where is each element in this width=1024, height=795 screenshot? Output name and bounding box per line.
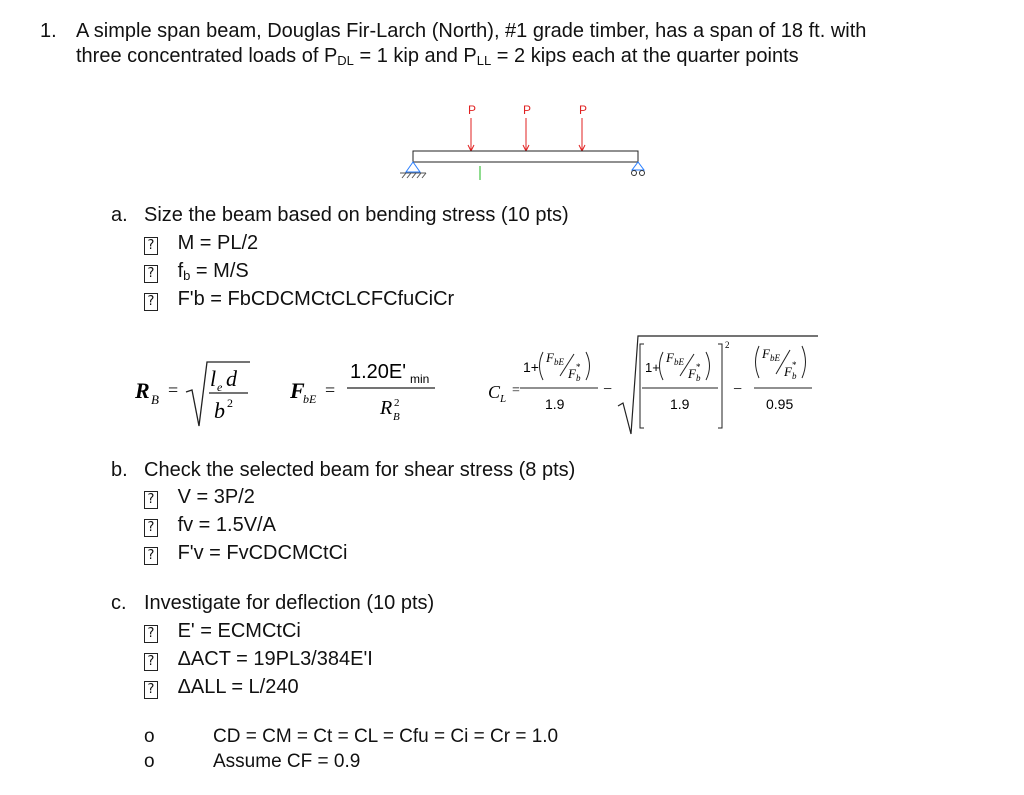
svg-text:R: R <box>135 378 150 403</box>
svg-text:F: F <box>546 350 554 365</box>
formula-rb <box>134 362 250 426</box>
svg-text:*: * <box>576 362 581 372</box>
problem-line-2: three concentrated loads of $P_{DL} = 1$ kip and $P_{LL} = 2$ kips each at the quarter points <box>76 45 799 68</box>
svg-text:1.9: 1.9 <box>545 396 565 412</box>
circle-bullet-icon: o <box>144 751 155 772</box>
checkbox-icon: ? <box>144 547 158 565</box>
svg-text:B: B <box>393 411 400 423</box>
formula-block <box>130 330 830 440</box>
section-c-label: c. <box>111 592 127 614</box>
formula-fbe <box>289 361 435 423</box>
svg-text:F: F <box>666 350 674 365</box>
svg-text:F: F <box>568 366 576 381</box>
svg-text:2: 2 <box>394 397 400 409</box>
svg-text:1+: 1+ <box>645 360 660 375</box>
svg-text:=: = <box>512 383 520 398</box>
beam-body <box>413 151 638 162</box>
load-label-3: P <box>579 103 588 117</box>
section-b-item-2: ? fv = 1.5V/A <box>144 513 276 537</box>
svg-text:1+: 1+ <box>523 359 539 375</box>
svg-text:b: b <box>696 373 701 383</box>
section-a-item-2: ? $f_b = M/S$ <box>144 259 249 283</box>
load-label-2: P <box>523 103 532 117</box>
checkbox-icon: ? <box>144 681 158 699</box>
svg-text:−: − <box>603 381 613 398</box>
svg-text:bE: bE <box>554 357 564 367</box>
svg-text:min: min <box>410 372 430 386</box>
formula-cl <box>488 336 818 434</box>
section-c-item-2: ? ΔACT = 19PL3/384E'I <box>144 647 373 671</box>
pin-support <box>400 162 426 178</box>
note-1: o CD = CM = Ct = CL = Cfu = Ci = Cr = 1.0 <box>144 726 559 747</box>
svg-text:L: L <box>500 393 507 405</box>
checkbox-icon: ? <box>144 491 158 509</box>
svg-text:bE: bE <box>303 392 317 406</box>
svg-text:=: = <box>168 380 179 400</box>
svg-text:0.95: 0.95 <box>766 396 794 412</box>
svg-text:=: = <box>325 380 336 400</box>
circle-bullet-icon: o <box>144 726 155 747</box>
section-a-item-1: ? M = PL/2 <box>144 231 258 255</box>
svg-text:b: b <box>576 373 581 383</box>
svg-text:b: b <box>214 398 225 423</box>
load-label-1: P <box>468 103 477 117</box>
svg-text:e: e <box>217 380 223 394</box>
svg-text:B: B <box>151 392 159 407</box>
svg-text:1.20E': 1.20E' <box>350 361 407 383</box>
checkbox-icon: ? <box>144 519 158 537</box>
section-b-item-3: ? F'v = FvCDCMCtCi <box>144 541 347 565</box>
svg-text:F: F <box>290 378 305 403</box>
svg-text:d: d <box>226 366 237 391</box>
svg-text:2: 2 <box>725 340 730 350</box>
section-c-item-1: ? E' = ECMCtCi <box>144 619 301 643</box>
checkbox-icon: ? <box>144 293 158 311</box>
section-a-title: Size the beam based on bending stress (10 pts) <box>144 204 569 226</box>
svg-text:1.9: 1.9 <box>670 396 690 412</box>
checkbox-icon: ? <box>144 625 158 643</box>
section-c-item-3: ? ΔALL = L/240 <box>144 675 299 699</box>
checkbox-icon: ? <box>144 237 158 255</box>
svg-text:F: F <box>762 346 770 361</box>
section-c-title: Investigate for deflection (10 pts) <box>144 592 435 614</box>
svg-text:R: R <box>380 397 393 419</box>
section-b-label: b. <box>111 459 128 481</box>
section-a-label: a. <box>111 204 128 226</box>
checkbox-icon: ? <box>144 265 158 283</box>
section-b-title: Check the selected beam for shear stress (8 pts) <box>144 459 576 481</box>
beam-diagram <box>380 98 670 188</box>
section-b-item-1: ? V = 3P/2 <box>144 485 255 509</box>
svg-text:2: 2 <box>227 396 233 410</box>
svg-text:bE: bE <box>770 353 780 363</box>
svg-text:bE: bE <box>674 357 684 367</box>
svg-text:*: * <box>792 360 797 370</box>
svg-text:−: − <box>733 381 743 398</box>
svg-text:b: b <box>792 371 797 381</box>
svg-text:F: F <box>784 364 792 379</box>
section-a-item-3: ? F'b = FbCDCMCtCLCFCfuCiCr <box>144 287 454 311</box>
svg-text:F: F <box>688 366 696 381</box>
load-arrows <box>468 103 587 151</box>
svg-text:*: * <box>696 362 701 372</box>
roller-support <box>632 162 645 176</box>
note-2: o Assume CF = 0.9 <box>144 751 361 772</box>
problem-line-1: A simple span beam, Douglas Fir-Larch (North), #1 grade timber, has a span of 18 ft. with <box>76 20 867 42</box>
problem-number: 1. <box>40 20 57 42</box>
svg-text:l: l <box>210 366 217 391</box>
svg-text:C: C <box>488 382 501 402</box>
checkbox-icon: ? <box>144 653 158 671</box>
